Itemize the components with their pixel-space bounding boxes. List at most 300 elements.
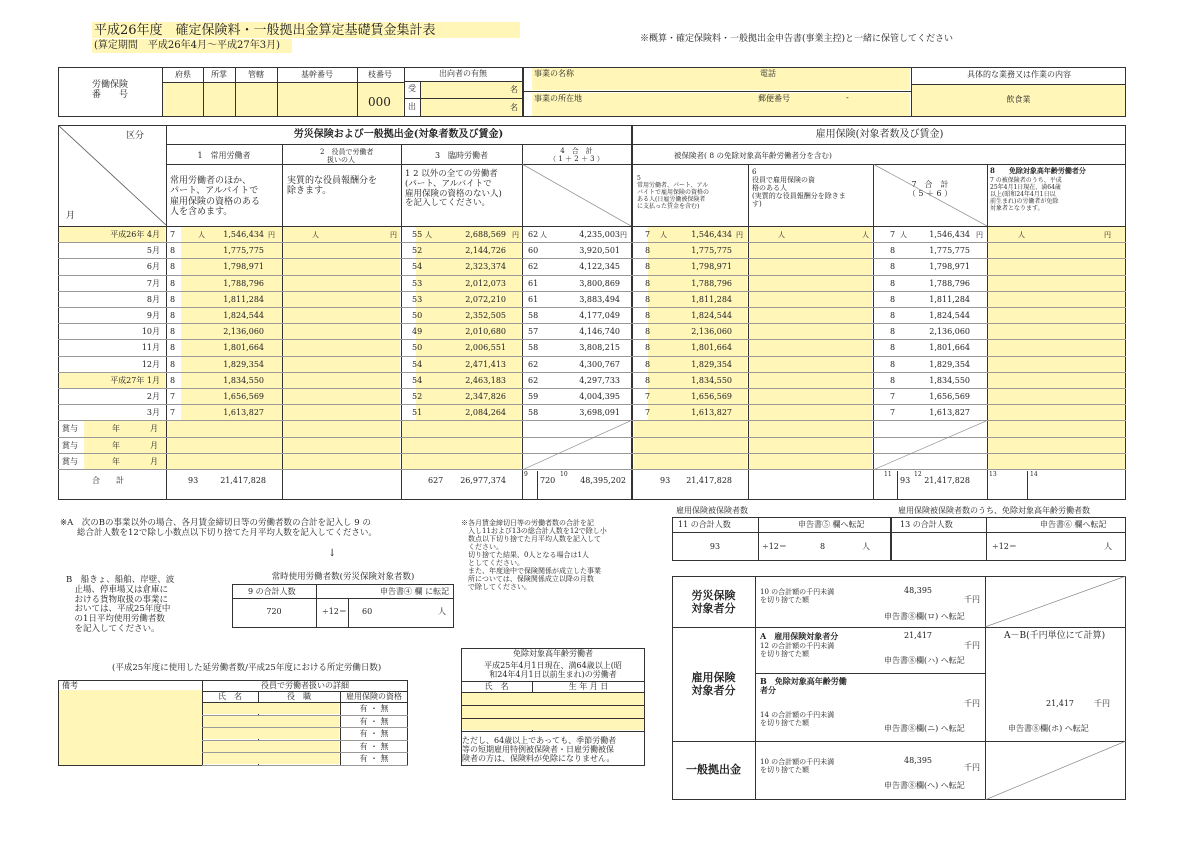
- officer-input[interactable]: [203, 728, 339, 739]
- month-label: 3月: [146, 408, 160, 418]
- input-cell[interactable]: [283, 340, 400, 355]
- marker-12: 12: [914, 471, 922, 478]
- col1-header: 1 常用労働者: [197, 151, 251, 160]
- c4-count: 58: [528, 343, 539, 353]
- c1-wage: 2,136,060: [223, 327, 264, 337]
- bonus-input-cell[interactable]: [167, 454, 282, 469]
- c1-wage: 1,811,284: [223, 294, 264, 304]
- bonus-input-cell[interactable]: [634, 421, 747, 436]
- c3-count: 54: [412, 375, 423, 385]
- bonus-label: 賞与: [62, 456, 78, 466]
- c3-wage: 2,688,569: [465, 230, 506, 239]
- bonus-input-cell[interactable]: [988, 454, 1125, 469]
- col3-desc: 1 2 以外の全ての労働者 (パート、アルバイトで 雇用保険の資格のない人) を記入してください。: [405, 169, 502, 209]
- c1-wage: 1,613,827: [223, 408, 264, 418]
- col8-header: 8 免除対象高年齢労働者分: [990, 166, 1086, 175]
- business-name-label: 事業の名称: [534, 69, 574, 78]
- c7-count: 8: [890, 294, 896, 304]
- c5-count: 7: [645, 408, 651, 418]
- exempt-input[interactable]: [462, 693, 644, 730]
- c4-count: 62: [528, 262, 539, 272]
- bonus-input-cell[interactable]: [283, 454, 400, 469]
- regular-avg-unit: 人: [438, 607, 446, 616]
- total-divider: [1027, 471, 1028, 499]
- yen-unit: 円: [268, 231, 275, 239]
- total-label: 合 計: [92, 476, 124, 485]
- bonus-month-label: 月: [150, 440, 158, 450]
- branch-no-value: 000: [368, 95, 391, 109]
- a-desc: 12 の合計額の千円未満 を切り捨てた額: [760, 642, 835, 659]
- bonus-input-cell[interactable]: [749, 454, 872, 469]
- bonus-input-cell[interactable]: [749, 438, 872, 453]
- avg-11-unit: 人: [862, 542, 870, 551]
- month-label: 2月: [146, 392, 160, 401]
- c3-wage: 2,323,374: [465, 262, 506, 272]
- bonus-year-label: 年: [112, 440, 120, 450]
- bonus-input-cell[interactable]: [988, 438, 1125, 453]
- col2-header: 2 役員で労働者 扱いの人: [320, 148, 374, 165]
- has-none-choice[interactable]: 有 ・ 無: [359, 716, 389, 726]
- c4-wage: 4,177,049: [579, 311, 620, 320]
- input-cell[interactable]: [749, 308, 872, 323]
- corner-diagonal: [58, 125, 166, 225]
- c3-count: 51: [412, 408, 423, 418]
- c7-count: 7: [890, 392, 896, 401]
- rousai-calc-label: 労災保険 対象者分: [691, 589, 736, 615]
- c1-wage: 1,834,550: [223, 375, 264, 385]
- month-label: 11月: [141, 343, 160, 353]
- c3-wage: 2,072,210: [465, 294, 506, 304]
- postal-label: 郵便番号: [758, 94, 790, 103]
- c1-wage: 1,824,544: [223, 311, 264, 320]
- officer-col-2: 雇用保険の資格: [346, 692, 402, 701]
- c7-count: 8: [890, 343, 896, 353]
- input-cell[interactable]: [749, 405, 872, 420]
- officer-col-1: 役 職: [287, 692, 311, 701]
- c3-count: 52: [412, 246, 423, 256]
- month-label: 5月: [146, 246, 160, 256]
- marker-13: 13: [989, 471, 997, 478]
- remarks-label: 備考: [62, 681, 78, 690]
- c3-wage: 2,144,726: [465, 246, 506, 256]
- col7-diagonal: [873, 164, 987, 226]
- input-cell[interactable]: [749, 227, 872, 242]
- c3-count: 49: [412, 327, 423, 337]
- c1-count: 8: [170, 359, 176, 369]
- business-address-input[interactable]: [532, 93, 910, 116]
- bonus-input-cell[interactable]: [283, 438, 400, 453]
- c3-count: 55: [412, 230, 423, 239]
- koyou-exempt-count-title: 雇用保険被保険者数のうち、免除対象高年齢労働者数: [898, 506, 1090, 515]
- input-cell[interactable]: [283, 243, 400, 258]
- c4-wage: 3,800,869: [579, 278, 620, 288]
- c3-wage: 2,471,413: [465, 359, 506, 369]
- receive-label: 受: [408, 84, 416, 93]
- input-cell[interactable]: [988, 259, 1125, 274]
- receive-input[interactable]: [421, 82, 521, 98]
- c3-wage: 2,012,073: [465, 278, 506, 288]
- c5-count: 8: [645, 262, 651, 272]
- regular-avg-value: 60: [362, 607, 373, 616]
- bonus-input-cell[interactable]: [402, 438, 521, 453]
- c4-wage: 4,300,767: [579, 359, 620, 369]
- c5-wage: 1,788,796: [691, 278, 732, 288]
- regular-div: ÷12＝: [322, 607, 347, 616]
- has-none-choice[interactable]: 有 ・ 無: [359, 754, 389, 764]
- phone-label: 電話: [760, 69, 776, 78]
- amb-unit: 千円: [1094, 699, 1110, 708]
- remarks-input[interactable]: [59, 690, 202, 765]
- rousai-calc-desc: 10 の合計額の千円未満 を切り捨てた額: [760, 588, 835, 605]
- c5-wage: 1,811,284: [691, 294, 732, 304]
- c1-wage: 1,801,664: [223, 343, 264, 353]
- label-11-total: 11 の合計人数: [678, 520, 731, 529]
- input-cell[interactable]: [988, 276, 1125, 291]
- officer-row-divider: [202, 765, 408, 766]
- person-unit: 人: [778, 231, 785, 239]
- c5-count: 8: [645, 294, 651, 304]
- c1-count: 8: [170, 375, 176, 385]
- bonus-input-cell[interactable]: [167, 438, 282, 453]
- b-label: B 免除対象高年齢労働 者分: [760, 676, 847, 696]
- c1-count: 7: [170, 408, 176, 418]
- person-unit: 人: [660, 231, 667, 239]
- total-c7-count: 93: [900, 476, 911, 485]
- officer-input[interactable]: [203, 703, 339, 714]
- month-label: 平成26年 4月: [110, 230, 160, 239]
- business-name-input[interactable]: [532, 68, 910, 90]
- insurance-no-input[interactable]: [163, 82, 403, 116]
- person-unit: 人: [198, 231, 205, 239]
- bonus-input-cell[interactable]: [634, 438, 747, 453]
- c7-wage: 1,775,775: [929, 246, 970, 256]
- c1-wage: 1,775,775: [223, 246, 264, 256]
- col4-diagonal: [522, 164, 631, 226]
- input-cell[interactable]: [988, 405, 1125, 420]
- bonus-input-cell[interactable]: [167, 421, 282, 436]
- note-c: ※各月賃金締切日等の労働者数の合計を記 入し11および13の総合計人数を12で除し小 数点以下切り捨てた月平均人数を記入して ください。 切り捨てた結果、0人となる場合は1人 としてください。 また、年度途中で保険関係が成立した事業 所については、保険関係成立以降の月数 で除してください。: [461, 519, 607, 592]
- c5-count: 8: [645, 359, 651, 369]
- postal-value: -: [846, 93, 849, 102]
- note-b: B 船きょ、船舶、岸壁、波 止場、停車場又は倉庫に おける貨物取扱の事業に おいては、平成25年度中 の1日平均使用労働者数 を記入してください。: [66, 575, 175, 634]
- c4-count: 62: [528, 375, 539, 385]
- c7-wage: 1,801,664: [929, 343, 970, 353]
- period-label: (算定期間 平成26年4月～平成27年3月): [94, 40, 280, 51]
- c5-count: 7: [645, 230, 651, 239]
- input-cell[interactable]: [283, 405, 400, 420]
- bonus-diagonal: [523, 421, 630, 470]
- c1-count: 7: [170, 230, 176, 239]
- c3-count: 50: [412, 311, 423, 320]
- c3-wage: 2,347,826: [465, 392, 506, 401]
- person-unit: 人: [540, 231, 547, 239]
- month-label: 平成27年 1月: [110, 375, 160, 385]
- out-unit: 名: [510, 103, 518, 112]
- exempt-note: ただし、64歳以上であっても、季節労働者 等の短期雇用特例被保険者・日雇労働被保 険者の方は、保険料が免除になりません。: [462, 736, 617, 764]
- ippan-desc: 10 の合計額の千円未満 を切り捨てた額: [760, 758, 835, 775]
- yen-unit: 円: [736, 231, 743, 239]
- input-cell[interactable]: [749, 357, 872, 372]
- rousai-diagonal: [985, 576, 1126, 627]
- ippan-unit: 千円: [964, 763, 980, 772]
- has-none-choice[interactable]: 有 ・ 無: [359, 741, 389, 751]
- col-branch-no: 枝番号: [368, 70, 392, 79]
- c7-wage: 1,811,284: [929, 294, 970, 304]
- c5-count: 8: [645, 327, 651, 337]
- c7-count: 8: [890, 311, 896, 320]
- total-c4-wage: 48,395,202: [580, 476, 626, 485]
- exempt-sub: 平成25年4月1日現在、満64歳以上(昭 和24年4月1日以前生まれ)の労働者: [484, 661, 622, 680]
- input-cell[interactable]: [749, 340, 872, 355]
- b-desc: 14 の合計額の千円未満 を切り捨てた額: [760, 711, 835, 728]
- b-unit: 千円: [964, 699, 980, 708]
- c5-count: 8: [645, 278, 651, 288]
- div-11: ÷12＝: [762, 542, 787, 551]
- has-none-choice[interactable]: 有 ・ 無: [359, 729, 389, 739]
- c7-wage: 2,136,060: [929, 327, 970, 337]
- amb-label: A－B(千円単位にて計算): [1004, 631, 1106, 641]
- c7-wage: 1,613,827: [929, 408, 970, 418]
- input-cell[interactable]: [749, 373, 872, 388]
- input-cell[interactable]: [283, 292, 400, 307]
- insurance-no-label: 労働保険 番 号: [91, 80, 128, 101]
- person-unit: 人: [1018, 231, 1025, 239]
- regular-total-value: 720: [266, 607, 282, 616]
- yen-unit: 円: [1104, 231, 1111, 239]
- col3-header: 3 臨時労働者: [434, 151, 489, 160]
- c4-count: 58: [528, 311, 539, 320]
- c3-wage: 2,352,505: [465, 311, 506, 320]
- input-cell[interactable]: [749, 243, 872, 258]
- div-13: ÷12＝: [992, 542, 1017, 551]
- total-c4-count: 720: [540, 476, 556, 485]
- officer-title: 役員で労働者扱いの詳細: [261, 681, 349, 690]
- bonus-input-cell[interactable]: [988, 421, 1125, 436]
- col8-desc: 7 の被保険者のうち、平成 25年4月1日現在、満64歳 以上(昭和24年4月1日以 前生まれ)の労働者が免除 対象者となります。: [990, 177, 1062, 212]
- bonus-input-cell[interactable]: [402, 421, 521, 436]
- c5-wage: 2,136,060: [691, 327, 732, 337]
- c5-wage: 1,775,775: [691, 246, 732, 256]
- input-cell[interactable]: [283, 308, 400, 323]
- c3-wage: 2,006,551: [465, 343, 506, 353]
- input-cell[interactable]: [283, 389, 400, 404]
- input-cell[interactable]: [988, 340, 1125, 355]
- c1-count: 8: [170, 343, 176, 353]
- c1-count: 8: [170, 311, 176, 320]
- rousai-header: 労災保険および一般拠出金(対象者数及び賃金): [293, 129, 504, 140]
- c1-count: 8: [170, 262, 176, 272]
- c5-count: 7: [645, 392, 651, 401]
- col-jurisdiction: 所掌: [211, 70, 227, 79]
- officer-col-0: 氏 名: [218, 692, 242, 701]
- c5-wage: 1,834,550: [691, 375, 732, 385]
- bonus-label: 賞与: [62, 424, 78, 434]
- value-11-total: 93: [709, 542, 721, 551]
- c3-count: 50: [412, 343, 423, 353]
- business-address-label: 事業の所在地: [534, 94, 582, 103]
- c5-count: 8: [645, 343, 651, 353]
- transfer-6: 申告書⑥ 欄へ転記: [1040, 520, 1107, 529]
- total-divider: [897, 471, 898, 499]
- c3-count: 54: [412, 262, 423, 272]
- c7-count: 8: [890, 359, 896, 369]
- storage-note: ※概算・確定保険料・一般拠出金申告書(事業主控)と一緒に保管してください: [640, 34, 954, 44]
- input-cell[interactable]: [283, 227, 400, 242]
- rousai-calc-transfer: 申告書⑧欄(ロ) へ転記: [884, 612, 965, 621]
- officer-input[interactable]: [203, 716, 339, 727]
- c7-wage: 1,656,569: [929, 392, 970, 401]
- c7-count: 7: [890, 230, 896, 239]
- prev-year-note: (平成25年度に使用した延労働者数/平成25年度における所定労働日数): [112, 663, 382, 673]
- down-arrow-icon: ↓: [328, 548, 337, 559]
- label-13-total: 13 の合計人数: [900, 520, 953, 529]
- bonus-label: 賞与: [62, 440, 78, 450]
- receive-unit: 名: [510, 85, 518, 94]
- c4-count: 60: [528, 246, 539, 256]
- c4-count: 61: [528, 278, 539, 288]
- a-unit: 千円: [964, 641, 980, 650]
- yen-unit: 円: [390, 231, 397, 239]
- c4-count: 58: [528, 408, 539, 418]
- bonus-input-cell[interactable]: [402, 454, 521, 469]
- work-value: 飲食業: [1006, 95, 1031, 104]
- total-c7-wage: 21,417,828: [924, 476, 970, 485]
- a-label: A 雇用保険対象者分: [760, 631, 839, 641]
- c3-count: 53: [412, 278, 423, 288]
- b-transfer: 申告書⑧欄(ニ) へ転記: [884, 724, 965, 733]
- month-label: 8月: [146, 294, 160, 304]
- c4-count: 62: [528, 230, 539, 239]
- c4-count: 57: [528, 327, 539, 337]
- input-cell[interactable]: [988, 373, 1125, 388]
- total-divider: [537, 471, 538, 499]
- input-cell[interactable]: [283, 373, 400, 388]
- c4-wage: 4,122,345: [579, 262, 620, 272]
- input-cell[interactable]: [749, 324, 872, 339]
- c5-wage: 1,829,354: [691, 359, 732, 369]
- c4-wage: 3,698,091: [579, 408, 620, 418]
- total-c3-count: 627: [428, 476, 444, 485]
- person-unit: 人: [312, 231, 319, 239]
- c7-count: 8: [890, 262, 896, 272]
- total-c5-count: 93: [660, 476, 671, 485]
- month-label: 7月: [146, 278, 160, 288]
- input-cell[interactable]: [749, 276, 872, 291]
- bonus-diagonal: [874, 421, 986, 470]
- a-value: 21,417: [904, 631, 932, 640]
- input-cell[interactable]: [283, 276, 400, 291]
- total-c3-wage: 26,977,374: [460, 476, 506, 485]
- out-label: 出: [408, 102, 416, 111]
- c5-count: 8: [645, 311, 651, 320]
- c7-wage: 1,546,434: [929, 230, 970, 239]
- out-input[interactable]: [421, 99, 521, 116]
- c1-count: 8: [170, 294, 176, 304]
- col1-desc: 常用労働者のほか、 パート、アルバイトで 雇用保険の資格のある 人を含めます。: [170, 176, 261, 218]
- c1-wage: 1,829,354: [223, 359, 264, 369]
- input-cell[interactable]: [988, 389, 1125, 404]
- amb-value: 21,417: [1046, 699, 1074, 708]
- c5-wage: 1,801,664: [691, 343, 732, 353]
- avg-13-unit: 人: [1104, 542, 1112, 551]
- officer-input[interactable]: [203, 753, 339, 764]
- koyou-header: 雇用保険(対象者数及び賃金): [815, 129, 944, 140]
- c4-wage: 3,808,215: [579, 343, 620, 353]
- col-prefecture: 府県: [175, 70, 191, 79]
- input-cell[interactable]: [749, 259, 872, 274]
- officer-input[interactable]: [203, 741, 339, 752]
- bonus-month-label: 月: [150, 456, 158, 466]
- input-cell[interactable]: [988, 357, 1125, 372]
- c7-count: 7: [890, 408, 896, 418]
- ippan-label: 一般拠出金: [686, 763, 741, 776]
- ippan-transfer: 申告書⑧欄(ヘ) へ転記: [884, 781, 965, 790]
- rousai-calc-unit: 千円: [964, 595, 980, 604]
- c3-count: 54: [412, 359, 423, 369]
- total-c5-wage: 21,417,828: [686, 476, 732, 485]
- page-title: 平成26年度 確定保険料・一般拠出金算定基礎賃金集計表: [94, 23, 436, 38]
- col7-header: 7 合 計 （ 5 ＋ 6 ）: [907, 180, 953, 199]
- c4-wage: 4,146,740: [579, 327, 620, 337]
- bonus-input-cell[interactable]: [634, 454, 747, 469]
- work-label: 具体的な業務又は作業の内容: [967, 70, 1071, 79]
- bonus-input-cell[interactable]: [749, 421, 872, 436]
- c7-wage: 1,788,796: [929, 278, 970, 288]
- c7-count: 8: [890, 246, 896, 256]
- input-cell[interactable]: [283, 357, 400, 372]
- c5-wage: 1,798,971: [691, 262, 732, 272]
- c4-wage: 3,920,501: [579, 246, 620, 256]
- input-cell[interactable]: [283, 259, 400, 274]
- koyou-calc-label: 雇用保険 対象者分: [691, 671, 736, 697]
- regular-total-label: 9 の合計人数: [248, 587, 296, 596]
- input-cell[interactable]: [988, 324, 1125, 339]
- input-cell[interactable]: [283, 324, 400, 339]
- exempt-title: 免除対象高年齢労働者: [513, 649, 593, 658]
- month-label: 9月: [146, 311, 160, 320]
- koyou-count-title: 雇用保険被保険者数: [676, 506, 748, 515]
- input-cell[interactable]: [988, 243, 1125, 258]
- person-unit: 人: [862, 231, 869, 239]
- has-none-choice[interactable]: 有 ・ 無: [359, 704, 389, 713]
- input-cell[interactable]: [749, 292, 872, 307]
- c5-wage: 1,613,827: [691, 408, 732, 418]
- hihoken-header: 被保険者( 8 の免除対象高年齢労働者分を含む): [674, 151, 832, 160]
- col-office: 管轄: [248, 70, 264, 79]
- ippan-diagonal: [985, 741, 1126, 800]
- c1-count: 7: [170, 392, 176, 401]
- input-cell[interactable]: [988, 292, 1125, 307]
- note-a: ※A 次のBの事業以外の場合、各月賃金締切日等の労働者数の合計を記入し 9 の 総合計人数を12で除し小数点以下切り捨てた月平均人数を記入してください。: [60, 518, 377, 538]
- col-base-no: 基幹番号: [301, 70, 333, 79]
- input-cell[interactable]: [749, 389, 872, 404]
- input-cell[interactable]: [988, 308, 1125, 323]
- month-label: 12月: [141, 359, 160, 369]
- col4-header: 4 合 計 （ 1 ＋ 2 ＋ 3 ）: [549, 147, 604, 164]
- yen-unit: 円: [512, 231, 519, 239]
- c5-count: 8: [645, 375, 651, 385]
- amb-transfer: 申告書⑧欄(ホ) へ転記: [1008, 724, 1089, 733]
- bonus-input-cell[interactable]: [283, 421, 400, 436]
- col2-desc: 実質的な役員報酬分を 除きます。: [287, 176, 378, 197]
- c5-wage: 1,824,544: [691, 311, 732, 320]
- c7-wage: 1,798,971: [929, 262, 970, 272]
- c7-wage: 1,834,550: [929, 375, 970, 385]
- c1-wage: 1,546,434: [223, 230, 264, 239]
- regular-transfer: 申告書④ 欄 に転記: [380, 587, 450, 596]
- month-col-label: 月: [66, 211, 76, 221]
- bonus-year-label: 年: [112, 424, 120, 434]
